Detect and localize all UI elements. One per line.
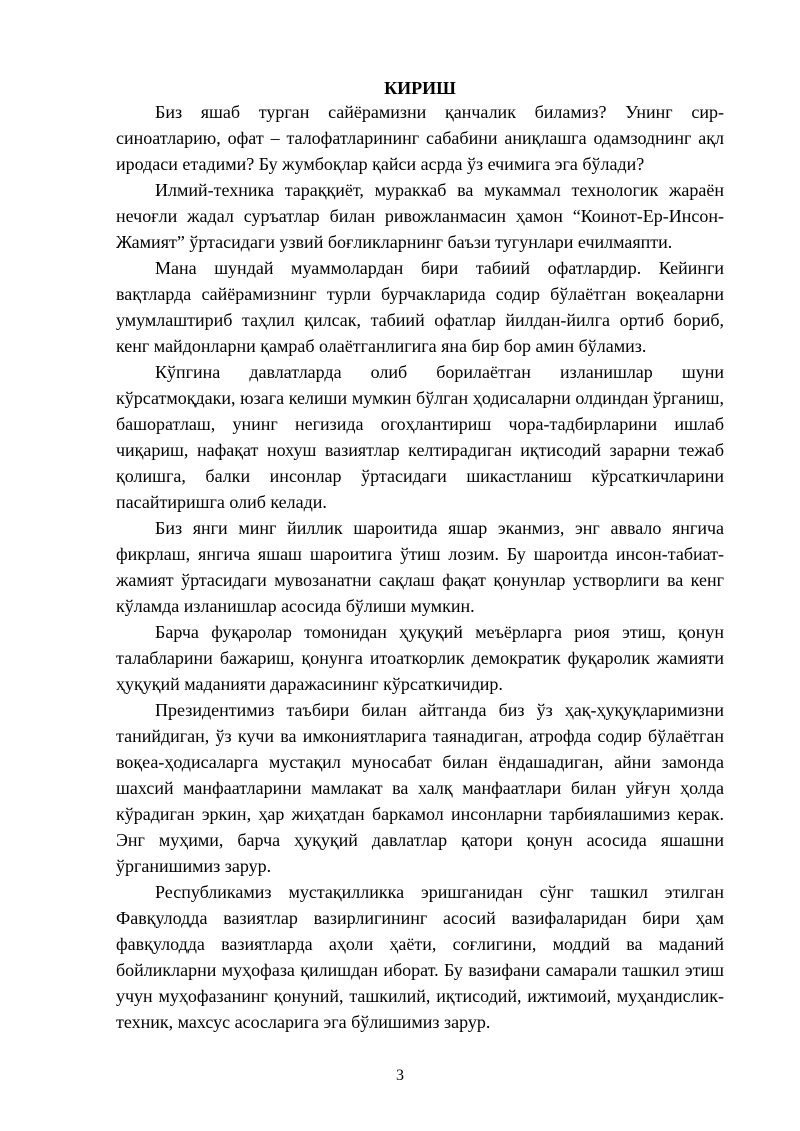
paragraph-5: Биз янги минг йиллик шароитида яшар эканмиз, энг аввало янгича фикрлаш, янгича яшаш шароитига ўтиш лозим. Бу шароитда инсон-табиат-жамият ўртасидаги мувозанатни сақлаш фақат қонунлар устворлиги ва кенг кўламда изланишлар асосида бўлиши мумкин.	[116, 518, 724, 616]
paragraph-6: Барча фуқаролар томонидан ҳуқуқий меъёрларга риоя этиш, қонун талабларини бажариш, қонунга итоаткорлик демократик фуқаролик жамияти ҳуқуқий маданияти даражасининг кўрсаткичидир.	[116, 622, 724, 694]
page-number: 3	[396, 1067, 404, 1084]
paragraph-8: Республикамиз мустақилликка эришганидан сўнг ташкил этилган Фавқулодда вазиятлар вазирлигининг асосий вазифаларидан бири ҳам фавқулодда вазиятларда аҳоли ҳаёти, соғлигини, моддий ва маданий бойликларни муҳофаза қилишдан иборат. Бу вазифани самарали ташкил этиш учун муҳофазанинг қонуний, ташкилий, иқтисодий, ижтимоий, муҳандислик-техник, махсус асосларига эга бўлишимиз зарур.	[116, 882, 724, 1032]
document-body	[116, 99, 724, 1035]
paragraph-3: Мана шундай муаммолардан бири табиий офатлардир. Кейинги вақтларда сайёрамизнинг турли бурчакларида содир бўлаётган воқеаларни умумлаштириб таҳлил қилсак, табиий офатлар йилдан-йилга ортиб бориб, кенг майдонларни қамраб олаётганлигига яна бир бор амин бўламиз.	[116, 258, 724, 356]
page-title: КИРИШ	[384, 78, 456, 98]
paragraph-1: Биз яшаб турган сайёрамизни қанчалик биламиз? Унинг сир-синоатларию, офат – талофатларининг сабабини аниқлашга одамзоднинг ақл иродаси етадими? Бу жумбоқлар қайси асрда ўз ечимига эга бўлади?	[116, 102, 724, 174]
paragraph-7: Президентимиз таъбири билан айтганда биз ўз ҳақ-ҳуқуқларимизни танийдиган, ўз кучи ва имкониятларига таянадиган, атрофда содир бўлаётган воқеа-ҳодисаларга мустақил муносабат билан ёндашадиган, айни замонда шахсий манфаатларини мамлакат ва халқ манфаатлари билан уйғун ҳолда кўрадиган эркин, ҳар жиҳатдан баркамол инсонларни тарбиялашимиз керак. Энг муҳими, барча ҳуқуқий давлатлар қатори қонун асосида яшашни ўрганишимиз зарур.	[116, 700, 724, 876]
paragraph-4: Кўпгина давлатларда олиб борилаётган изланишлар шуни кўрсатмоқдаки, юзага келиши мумкин бўлган ҳодисаларни олдиндан ўрганиш, башоратлаш, унинг негизида огоҳлантириш чора-тадбирларини ишлаб чиқариш, нафақат нохуш вазиятлар келтирадиган иқтисодий зарарни тежаб қолишга, балки инсонлар ўртасидаги шикастланиш кўрсаткичларини пасайтиришга олиб келади.	[116, 362, 724, 512]
paragraph-2: Илмий-техника тараққиёт, мураккаб ва мукаммал технологик жараён нечоғли жадал суръатлар билан ривожланмасин ҳамон “Коинот-Ер-Инсон-Жамият” ўртасидаги узвий боғликларнинг баъзи тугунлари ечилмаяпти.	[116, 180, 724, 252]
